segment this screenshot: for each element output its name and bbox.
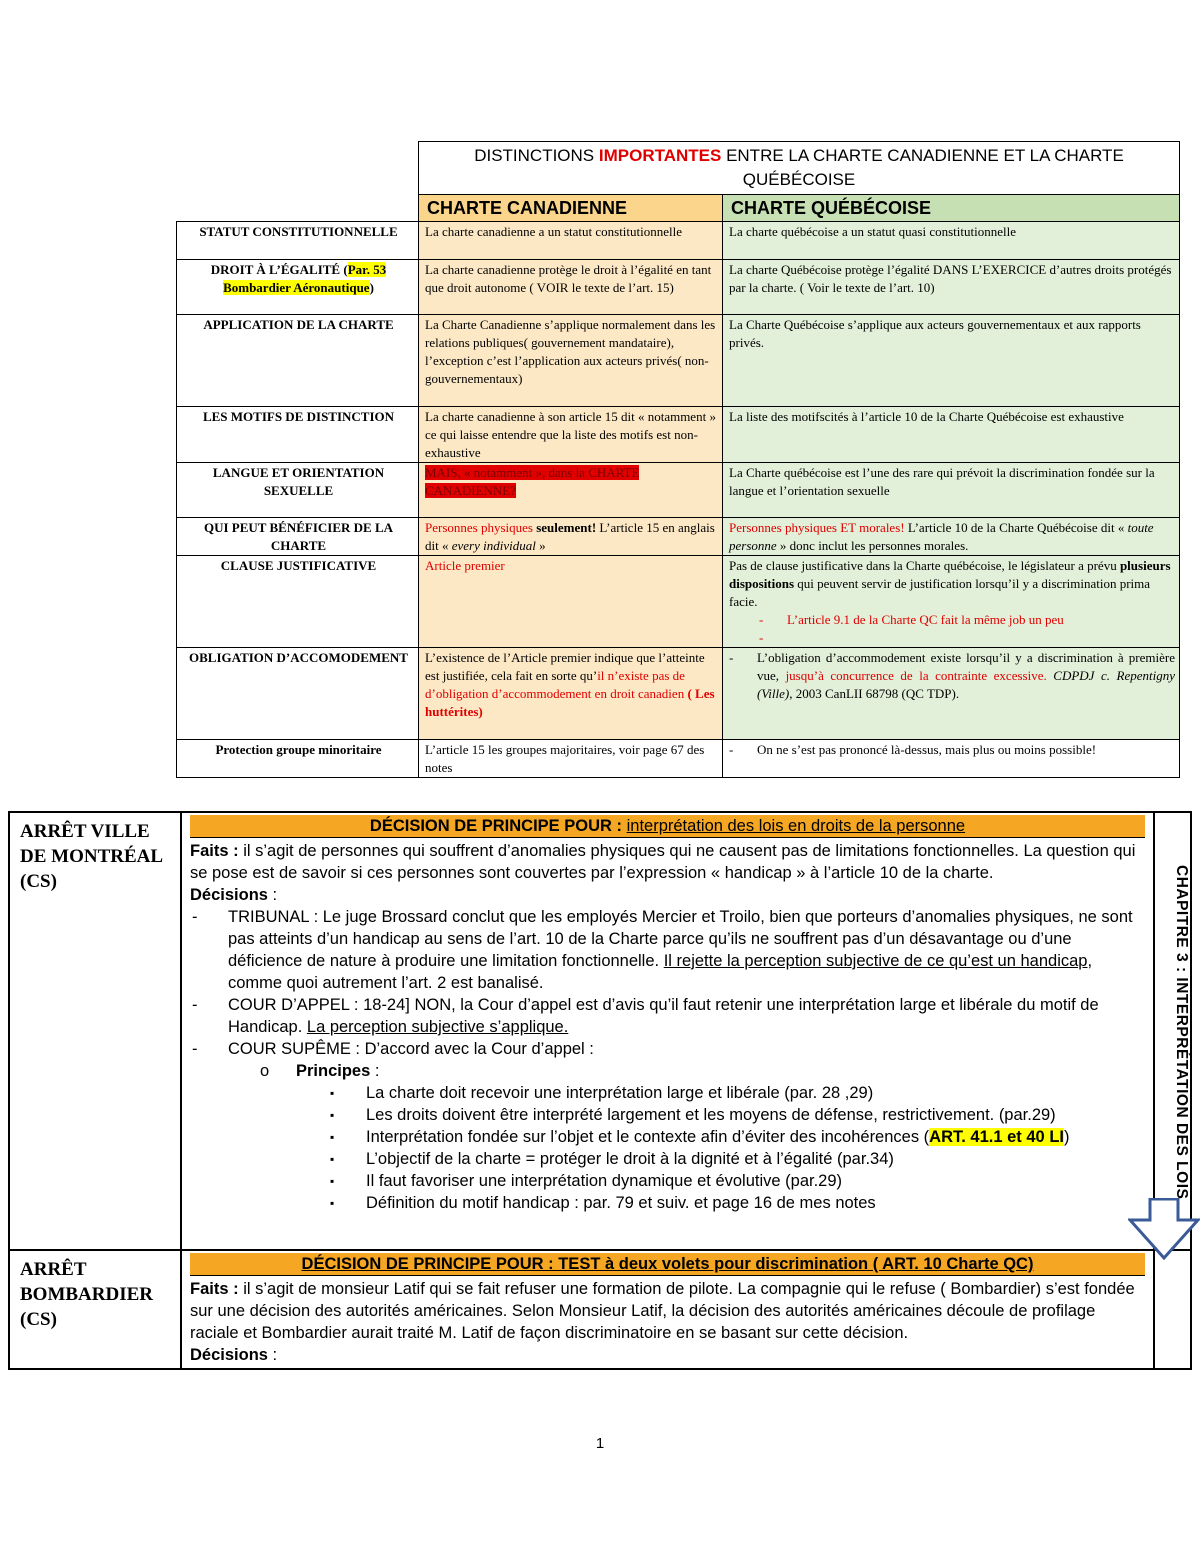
- list-item-text: [296, 1060, 379, 1082]
- cell-quebecoise: La liste des motifscités à l’article 10 de la Charte Québécoise est exhaustive: [723, 407, 1180, 463]
- decisions-label: Décisions: [190, 1346, 268, 1364]
- list-item: [330, 1104, 1145, 1126]
- cell-canadienne: La Charte Canadienne s’applique normalement dans les relations publiques( gouvernement mandataire), l’exception c’est l’application aux acteurs privés( non-gouvernementaux): [419, 315, 723, 407]
- italic-text: CDPDJ c. Repentigny (Ville): [757, 668, 1176, 701]
- appel-text: COUR D’APPEL : 18-24] NON, la Cour d’appel est d’avis qu’il faut retenir une interprétation large et libérale du motif de Handicap.: [228, 996, 1099, 1036]
- dash-marker: -: [729, 650, 734, 665]
- header-charte-quebecoise: CHARTE QUÉBÉCOISE: [723, 195, 1180, 222]
- square-bullet-icon: ▪: [330, 1130, 335, 1144]
- cell-canadienne: [419, 648, 723, 740]
- cell-text: L’existence de l’Article premier indique que l’atteinte est justifiée, cela fait en sorte qu’: [425, 650, 705, 683]
- cell-quebecoise: La charte québécoise a un statut quasi constitutionnelle: [723, 222, 1180, 260]
- italic-text: every individual: [451, 538, 536, 553]
- principes-colon: :: [370, 1062, 380, 1080]
- row-label: LANGUE ET ORIENTATION SEXUELLE: [177, 463, 419, 518]
- cell-canadienne: La charte canadienne à son article 15 dit « notamment » ce qui laisse entendre que la liste des motifs est non-exhaustive: [419, 407, 723, 463]
- faits-colon: :: [228, 842, 239, 860]
- case-content-bombardier: [181, 1250, 1154, 1369]
- table-row: [177, 222, 1180, 260]
- tribunal-text: TRIBUNAL : Le juge Brossard conclut que les employés Mercier et Troilo, bien que porteurs d’anomalies physiques, ne sont pas atteints d’un handicap au sens de l’art. 10 de la Charte parce qu’ils ne souffrent pas d’un désavantage ou d’une déficience de nature à produire une limitation fonctionnelle.: [228, 908, 1133, 970]
- faits-paragraph: [190, 1278, 1145, 1344]
- cell-text: L’obligation d’accommodement existe lorsqu’il y a discrimination à première vue,: [757, 650, 1176, 683]
- row-label: STATUT CONSTITUTIONNELLE: [177, 222, 419, 260]
- table-title: [419, 142, 1180, 195]
- title-important: IMPORTANTES: [598, 146, 722, 165]
- list-item-text: Les droits doivent être interprété largement et les moyens de défense, restrictivement. (par.29): [366, 1106, 1056, 1124]
- cell-quebecoise: [723, 556, 1180, 648]
- table-row: [177, 315, 1180, 407]
- cell-text-end: , 2003 CanLII 68798 (QC TDP).: [789, 686, 960, 701]
- cell-text: Pas de clause justificative dans la Charte québécoise, le législateur a prévu: [729, 558, 1120, 573]
- list-item-text: [228, 994, 1145, 1038]
- list-item-text: [757, 649, 1175, 703]
- decisions-heading: [190, 1344, 1145, 1366]
- faits-text: il s’agit de personnes qui souffrent d’anomalies physiques qui ne causent pas de limitations fonctionnelles. La question qui se pose est de savoir si ces personnes sont couvertes par l’expression « handicap » à l’article 10 de la charte.: [190, 842, 1136, 882]
- dash-marker: -: [192, 908, 198, 926]
- p3-text-end: ): [1063, 1128, 1070, 1146]
- comparison-table: [176, 141, 1180, 778]
- row-label: LES MOTIFS DE DISTINCTION: [177, 407, 419, 463]
- tribunal-text-end: , comme quoi autrement l’art. 2 est banalisé.: [228, 952, 1093, 992]
- principle-banner: DÉCISION DE PRINCIPE POUR : TEST à deux volets pour discrimination ( ART. 10 Charte QC): [190, 1253, 1145, 1276]
- red-text: Personnes physiques ET morales!: [729, 520, 905, 535]
- list-item-text: L’article 9.1 de la Charte QC fait la même job un peu: [787, 612, 1064, 627]
- cell-canadienne: [419, 518, 723, 556]
- list-item: [330, 1192, 1145, 1214]
- banner-bold: DÉCISION DE PRINCIPE POUR :: [369, 817, 627, 835]
- table-row: [177, 648, 1180, 740]
- decisions-colon: :: [267, 1346, 278, 1364]
- dash-marker: -: [192, 1040, 198, 1058]
- list-item-text: COUR SUPÊME : D’accord avec la Cour d’appel :: [228, 1040, 594, 1058]
- row-label: Protection groupe minoritaire: [177, 740, 419, 778]
- faits-paragraph: [190, 840, 1145, 884]
- table-row: [177, 740, 1180, 778]
- dash-marker: -: [759, 630, 764, 645]
- cell-text: L’article 10 de la Charte Québécoise dit «: [904, 520, 1128, 535]
- cell-quebecoise: La charte Québécoise protège l’égalité DANS L’EXERCICE d’autres droits protégés par la charte. ( Voir le texte de l’art. 10): [723, 260, 1180, 315]
- dash-marker: -: [759, 612, 764, 627]
- principes-label: Principes: [296, 1062, 371, 1080]
- dash-marker: -: [192, 996, 198, 1014]
- list-item: [729, 741, 1175, 759]
- decisions-colon: :: [267, 886, 278, 904]
- list-item: [330, 1148, 1145, 1170]
- cell-text-rest: qui peuvent servir de justification lorsqu’il y a discrimination prima facie.: [729, 576, 1151, 609]
- list-item: [759, 611, 1175, 629]
- square-bullet-icon: ▪: [330, 1174, 335, 1188]
- cell-quebecoise: [723, 740, 1180, 778]
- red-highlight-text: MAIS, « notamment », dans la CHARTE CANADIENNE?: [425, 465, 640, 498]
- table-row: [9, 1250, 1191, 1369]
- title-text: DISTINCTIONS: [474, 146, 599, 165]
- circle-marker: o: [260, 1062, 270, 1080]
- list-item: [192, 906, 1145, 994]
- faits-colon: :: [228, 1280, 239, 1298]
- faits-label: Faits: [190, 842, 229, 860]
- decisions-heading: [190, 884, 1145, 906]
- list-item: [729, 649, 1175, 703]
- table-corner-empty: [177, 142, 419, 195]
- square-bullet-icon: ▪: [330, 1086, 335, 1100]
- side-column: [1154, 1250, 1191, 1369]
- row-label-text: DROIT À L’ÉGALITÉ (: [210, 262, 348, 277]
- decisions-label: Décisions: [190, 886, 268, 904]
- underlined-text: Il rejette la perception subjective de ce qu’est un handicap: [663, 952, 1088, 970]
- red-bold-text: ( Les huttérites): [425, 686, 715, 719]
- table-row: [177, 407, 1180, 463]
- dash-marker: -: [729, 742, 734, 757]
- list-item: [192, 1038, 1145, 1060]
- case-label-bombardier: ARRÊT BOMBARDIER (CS): [9, 1250, 181, 1369]
- table-row: [177, 556, 1180, 648]
- row-label: APPLICATION DE LA CHARTE: [177, 315, 419, 407]
- faits-text: il s’agit de monsieur Latif qui se fait refuser une formation de pilote. La compagnie qui le refuse ( Bombardier) s’est fondée sur une décision des autorités américaines. Selon Monsieur Latif, la décision des autorités américaines découle de profilage raciale et Bombardier aurait traité M. Latif de façon discriminatoire en se basant sur cette décision.: [190, 1280, 1135, 1342]
- red-text: Personnes physiques: [425, 520, 537, 535]
- cell-quebecoise: [723, 518, 1180, 556]
- bold-text: seulement!: [536, 520, 597, 535]
- list-item: [759, 629, 1175, 647]
- red-text: il n’existe pas de d’obligation d’accommodement en droit canadien: [425, 668, 685, 701]
- list-item-text: [366, 1126, 1069, 1148]
- case-table: [8, 811, 1192, 1370]
- row-label: [177, 260, 419, 315]
- cell-canadienne: L’article 15 les groupes majoritaires, voir page 67 des notes: [419, 740, 723, 778]
- list-item-text: Il faut favoriser une interprétation dynamique et évolutive (par.29): [366, 1172, 843, 1190]
- list-item-text: Définition du motif handicap : par. 79 et suiv. et page 16 de mes notes: [366, 1194, 876, 1212]
- cell-quebecoise: La Charte québécoise est l’une des rare qui prévoit la discrimination fondée sur la langue et l’orientation sexuelle: [723, 463, 1180, 518]
- list-item-text: L’objectif de la charte = protéger le droit à la dignité et à l’égalité (par.34): [366, 1150, 894, 1168]
- list-item: [330, 1082, 1145, 1104]
- title-text-rest: ENTRE LA CHARTE CANADIENNE ET LA CHARTE QUÉBÉCOISE: [721, 146, 1124, 189]
- italic-text: toute personne: [729, 520, 1154, 553]
- cell-quebecoise: [723, 648, 1180, 740]
- list-item-text: On ne s’est pas prononcé là-dessus, mais plus ou moins possible!: [757, 742, 1097, 757]
- cell-canadienne: [419, 463, 723, 518]
- red-text: jusqu’à concurrence de la contrainte excessive.: [785, 668, 1047, 683]
- p3-text: Interprétation fondée sur l’objet et le contexte afin d’éviter des incohérences (: [366, 1128, 930, 1146]
- bold-text: plusieurs dispositions: [729, 558, 1171, 591]
- cell-canadienne: La charte canadienne protège le droit à l’égalité en tant que droit autonome ( VOIR le texte de l’art. 15): [419, 260, 723, 315]
- cell-text-end: »: [535, 538, 546, 553]
- table-row: [9, 812, 1191, 1250]
- principle-banner: [190, 815, 1145, 838]
- table-row: [177, 463, 1180, 518]
- banner-text: interprétation des lois en droits de la personne: [626, 817, 966, 835]
- table-row: [177, 518, 1180, 556]
- page-number: 1: [595, 1435, 605, 1452]
- cell-text-end: » donc inclut les personnes morales.: [776, 538, 969, 553]
- row-label: OBLIGATION D’ACCOMODEMENT: [177, 648, 419, 740]
- list-item: [330, 1170, 1145, 1192]
- row-label: CLAUSE JUSTIFICATIVE: [177, 556, 419, 648]
- header-charte-canadienne: CHARTE CANADIENNE: [419, 195, 723, 222]
- table-corner-empty: [177, 195, 419, 222]
- square-bullet-icon: ▪: [330, 1152, 335, 1166]
- underlined-text: La perception subjective s’applique.: [306, 1018, 569, 1036]
- chapter-side-label: CHAPITRE 3 : INTERPRÉTATION DES LOIS: [1173, 864, 1190, 1200]
- row-label-highlight: Par. 53 Bombardier Aéronautique: [223, 262, 387, 295]
- list-item: [330, 1126, 1145, 1148]
- row-label: QUI PEUT BÉNÉFICIER DE LA CHARTE: [177, 518, 419, 556]
- case-label-montreal: ARRÊT VILLE DE MONTRÉAL (CS): [9, 812, 181, 1250]
- faits-label: Faits: [190, 1280, 229, 1298]
- square-bullet-icon: ▪: [330, 1108, 335, 1122]
- cell-text: L’article 15 en anglais dit «: [425, 520, 715, 553]
- highlighted-text: ART. 41.1 et 40 LI: [929, 1128, 1064, 1146]
- cell-canadienne: Article premier: [419, 556, 723, 648]
- list-item: [260, 1060, 1145, 1082]
- down-arrow-icon: [1128, 1198, 1200, 1260]
- row-label-text-end: ): [369, 280, 374, 295]
- square-bullet-icon: ▪: [330, 1196, 335, 1210]
- cell-canadienne: La charte canadienne a un statut constitutionnelle: [419, 222, 723, 260]
- cell-paragraph: [729, 557, 1175, 611]
- list-item: [192, 994, 1145, 1038]
- table-row: [177, 260, 1180, 315]
- case-content-montreal: [181, 812, 1154, 1250]
- list-item-text: La charte doit recevoir une interprétation large et libérale (par. 28 ,29): [366, 1084, 874, 1102]
- cell-quebecoise: La Charte Québécoise s’applique aux acteurs gouvernementaux et aux rapports privés.: [723, 315, 1180, 407]
- list-item-text: [228, 906, 1145, 994]
